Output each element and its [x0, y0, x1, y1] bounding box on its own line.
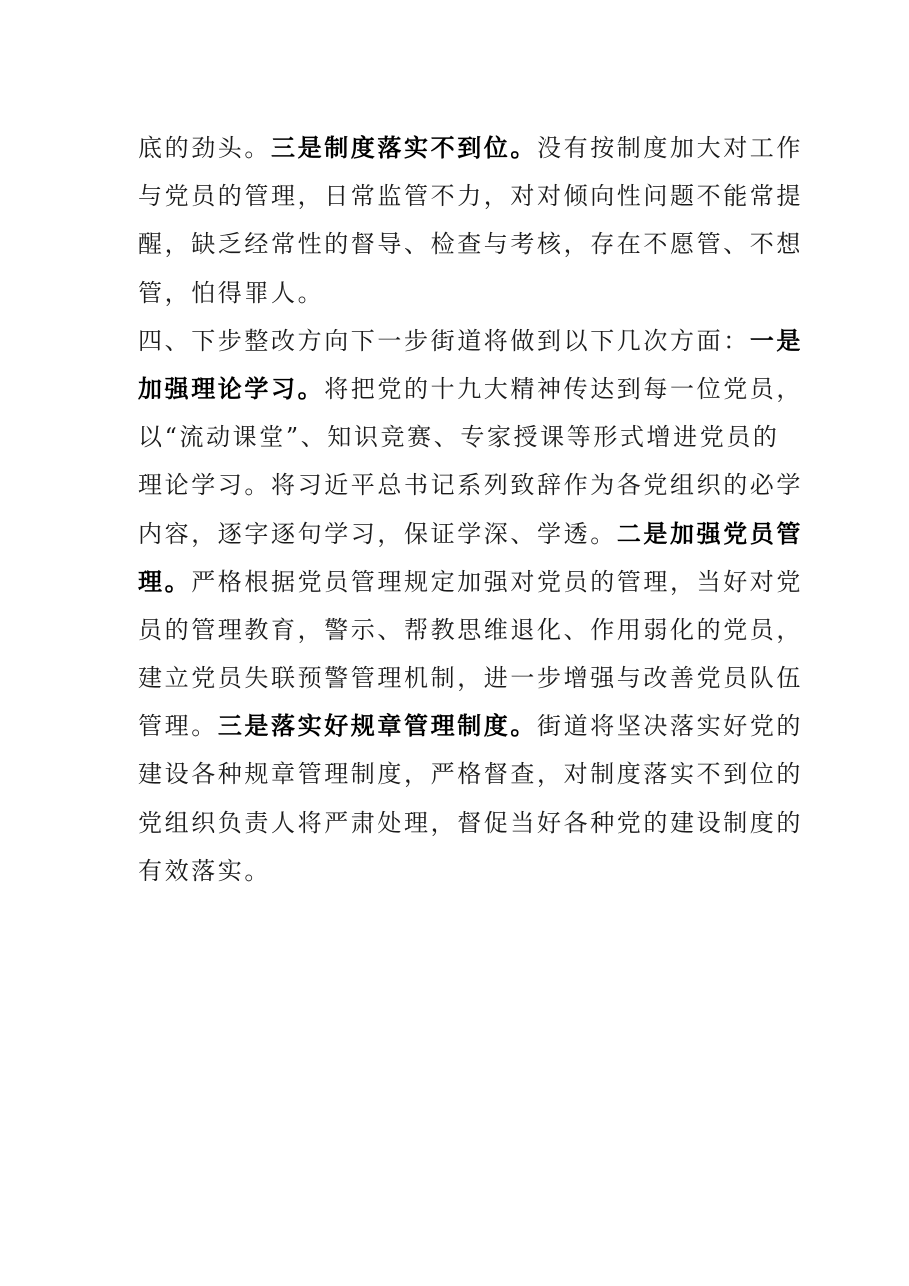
bold-run: 三是制度落实不到位。	[271, 133, 537, 162]
text-line-11	[138, 606, 803, 654]
text-run: 党组织负责人将严肃处理，督促当好各种党的建设制度的	[138, 808, 803, 837]
text-run: 建立党员失联预警管理机制，进一步增强与改善党员队伍	[138, 664, 803, 693]
text-run: 与党员的管理，日常监管不力，对对倾向性问题不能常提	[138, 182, 803, 211]
text-run: 管，怕得罪人。	[138, 278, 325, 307]
bold-run: 二是加强党员管	[616, 518, 804, 548]
text-line-10	[138, 558, 804, 606]
text-run: 建设各种规章管理制度，严格督查，对制度落实不到位的	[138, 760, 803, 789]
text-line-12	[138, 654, 803, 702]
text-run: 将把党的十九大精神传达到每一位党员，	[324, 374, 804, 403]
text-line-5	[138, 317, 804, 365]
text-run: 以“流动课堂”、知识竞赛、专家授课等形式增进党员的	[138, 423, 780, 452]
text-line-3	[138, 220, 803, 268]
text-line-13	[138, 702, 804, 750]
text-line-7	[138, 413, 778, 461]
text-run: 醒，缺乏经常性的督导、检查与考核，存在不愿管、不想	[138, 230, 803, 259]
text-run: 管理。	[138, 712, 218, 741]
text-run: 四、下步整改方向下一步街道将做到以下几次方面：	[138, 326, 750, 355]
text-line-6	[138, 365, 804, 413]
text-run: 街道将坚决落实好党的	[537, 712, 804, 741]
text-run: 有效落实。	[138, 856, 271, 885]
text-line-16	[138, 847, 778, 895]
text-run: 没有按制度加大对工作	[537, 134, 803, 162]
text-run: 内容，逐字逐句学习，保证学深、学透。	[138, 519, 617, 548]
bold-run: 三是落实好规章管理制度。	[217, 711, 538, 741]
text-line-2	[138, 172, 803, 220]
text-line-14	[138, 750, 803, 798]
text-run: 底的劲头。	[138, 134, 271, 162]
bold-run: 加强理论学习。	[138, 373, 325, 403]
bold-run: 理。	[138, 566, 192, 596]
text-line-9	[138, 510, 804, 558]
text-line-1	[138, 124, 803, 172]
text-line-15	[138, 799, 803, 847]
bold-run: 一是	[749, 325, 804, 355]
text-line-4	[138, 269, 778, 317]
text-run: 严格根据党员管理规定加强对党员的管理，当好对党	[191, 567, 804, 596]
text-line-8	[138, 461, 803, 509]
text-run: 员的管理教育，警示、帮教思维退化、作用弱化的党员，	[138, 615, 803, 644]
text-run: 理论学习。将习近平总书记系列致辞作为各党组织的必学	[138, 471, 803, 500]
body-text	[138, 124, 804, 895]
